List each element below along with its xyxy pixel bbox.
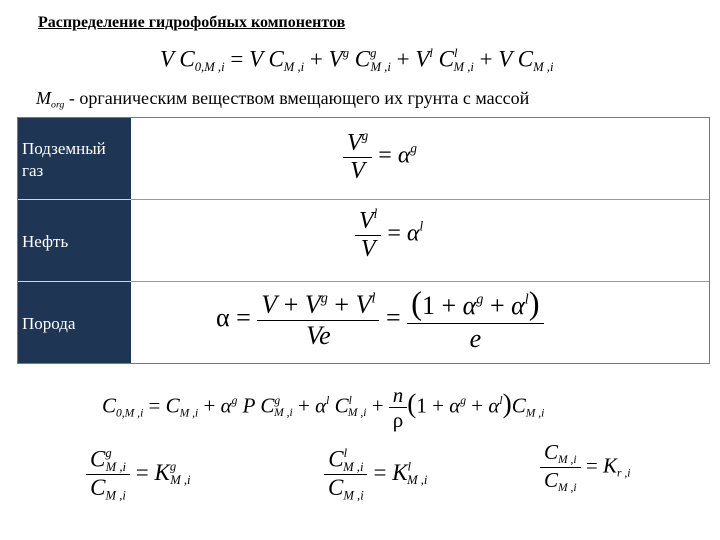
equation-kl: $\frac{C^l_{M ,i}}{C_{M ,i}}$ = $K^l_{M ,i}$ bbox=[324, 446, 427, 503]
equation-balance: V $C_{0,M ,i} = V$ $C_{M ,i} + V^g$ $C^g_{M ,i} + V^l$ $C^l_{M ,i} + V$ $C_{M ,i}$ bbox=[160, 46, 554, 74]
row-label-rock: Порода bbox=[22, 314, 76, 333]
intro-symbol-sub: org bbox=[51, 99, 65, 111]
row-label-gas: Подземный газ bbox=[22, 139, 106, 180]
divider bbox=[131, 281, 709, 282]
equation-kg: $\frac{C^g_{M ,i}}{C_{M ,i}}$ = $K^g_{M ,i}$ bbox=[86, 446, 191, 503]
divider bbox=[18, 281, 131, 282]
equation-oil: $\frac{V^l}{V}$ = $\alpha^l$ bbox=[355, 206, 423, 264]
equation-kr: $\frac{C_{M ,i}}{C_{M ,i}}$ = $K_{r ,i}$ bbox=[540, 440, 630, 496]
equation-gas: $\frac{V^g}{V}$ = $\alpha^g$ bbox=[343, 128, 417, 186]
slide-title: Распределение гидрофобных компонентов bbox=[38, 14, 346, 31]
row-label-oil: Нефть bbox=[22, 232, 69, 251]
divider bbox=[18, 199, 131, 200]
intro-line bbox=[36, 88, 529, 110]
equation-alpha: α = $\frac{V + V^g + V^l}{Ve}$ = $\frac{(1 + \alpha^g + \alpha^l)}{e}$ bbox=[216, 286, 544, 354]
intro-symbol: M bbox=[36, 88, 51, 108]
intro-text: - органическим веществом вмещающего их грунта с массой bbox=[64, 88, 530, 108]
equation-total: $C_{0,M ,i} = C_{M ,i} + \alpha^g$ P $C^g_{M ,i} + \alpha^l$ $C^l_{M ,i}$ + $\frac{n}{\rho}$ $(1 + \alpha^g + \alpha^l)C_{M ,i}$ bbox=[102, 383, 545, 433]
phase-table bbox=[17, 117, 710, 364]
divider bbox=[131, 199, 709, 200]
